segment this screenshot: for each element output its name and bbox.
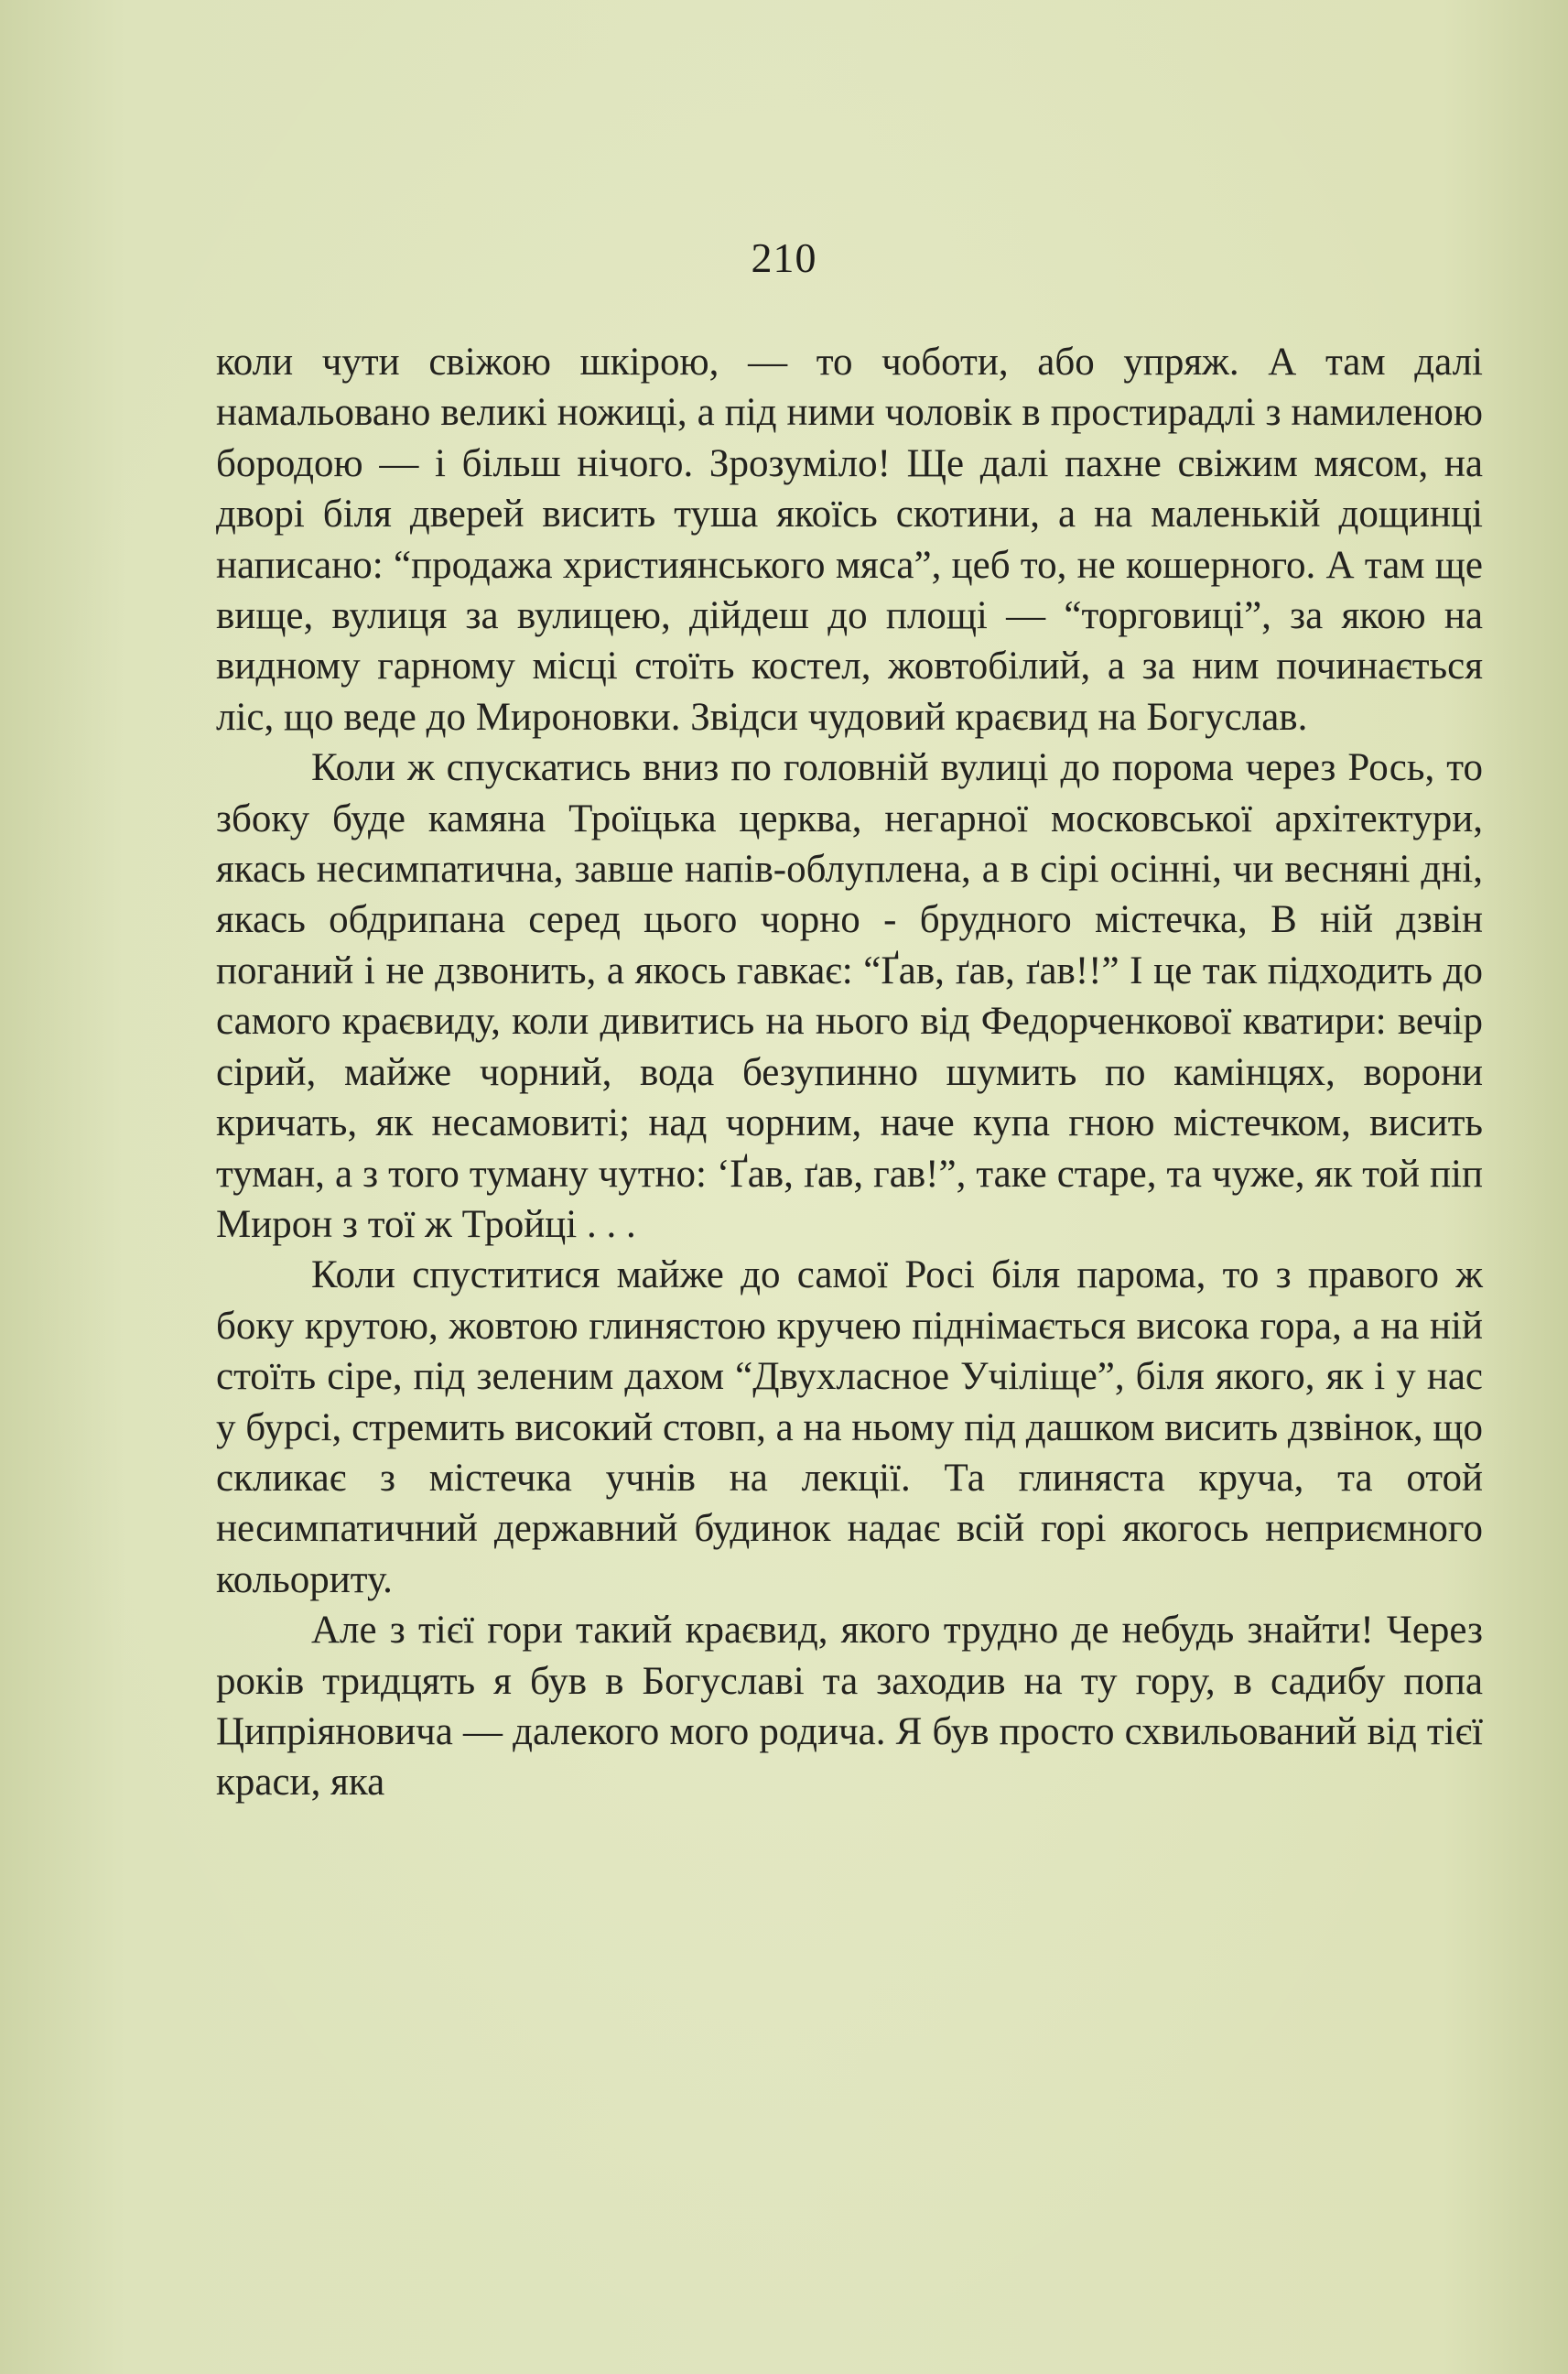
paragraph-2: Коли ж спускатись вниз по головній вулиці до порома через Рось, то збоку буде камяна Троїцька церква, негарної московської архітектури, якась несимпатична, завше напів-облуплена, а в сірі осінні, чи весняні дні, якась обдрипана серед цього чорно - брудного містечка, В ній дзвін поганий і не дзвонить, а якось гавкає: “Ґав, ґав, ґав!!” І це так підходить до самого краєвиду, коли дивитись на нього від Федорченкової кватири: вечір сірий, майже чорний, вода безупинно шумить по камінцях, ворони кричать, як несамовиті; над чорним, наче купа гною містечком, висить туман, а з того туману чутно: ‘Ґав, ґав, гав!”, таке старе, та чуже, як той піп Мирон з тої ж Тройці . . . [216, 746, 1483, 1246]
paragraph-4: Але з тієї гори такий краєвид, якого трудно де небудь знайти! Через років тридцять я був в Богуславі та заходив на ту гору, в садибу попа Ципріяновича — далекого мого родича. Я був просто схвильований від тієї краси, яка [216, 1609, 1483, 1805]
paragraph-3: Коли спуститися майже до самої Росі біля парома, то з правого ж боку крутою, жовтою глинястою кручею піднімається висока гора, а на ній стоїть сіре, під зеленим дахом “Двухласное Учіліще”, біля якого, як і у нас у бурсі, стремить високий стовп, а на ньому під дашком висить дзвінок, що скликає з містечка учнів на лекції. Та глиняста круча, та отой несимпатичний державний будинок надає всій горі якогось неприємного кольориту. [216, 1253, 1483, 1601]
paragraph-1: коли чути свіжою шкірою, — то чоботи, або упряж. А там далі намальовано великі ножиці, а під ними чоловік в простирадлі з намиленою бородою — і більш нічого. Зрозуміло! Ще далі пахне свіжим мясом, на дворі біля дверей висить туша якоїсь скотини, а на маленькій дощинці написано: “продажа християнського мяса”, цеб то, не кошерного. А там ще вище, вулиця за вулицею, дійдеш до площі — “торговиці”, за якою на видному гарному місці стоїть костел, жовтобілий, а за ним починається ліс, що веде до Мироновки. Звідси чудовий краєвид на Богуслав. [216, 341, 1483, 739]
body-text [216, 337, 1483, 1808]
page-number: 210 [751, 234, 817, 281]
